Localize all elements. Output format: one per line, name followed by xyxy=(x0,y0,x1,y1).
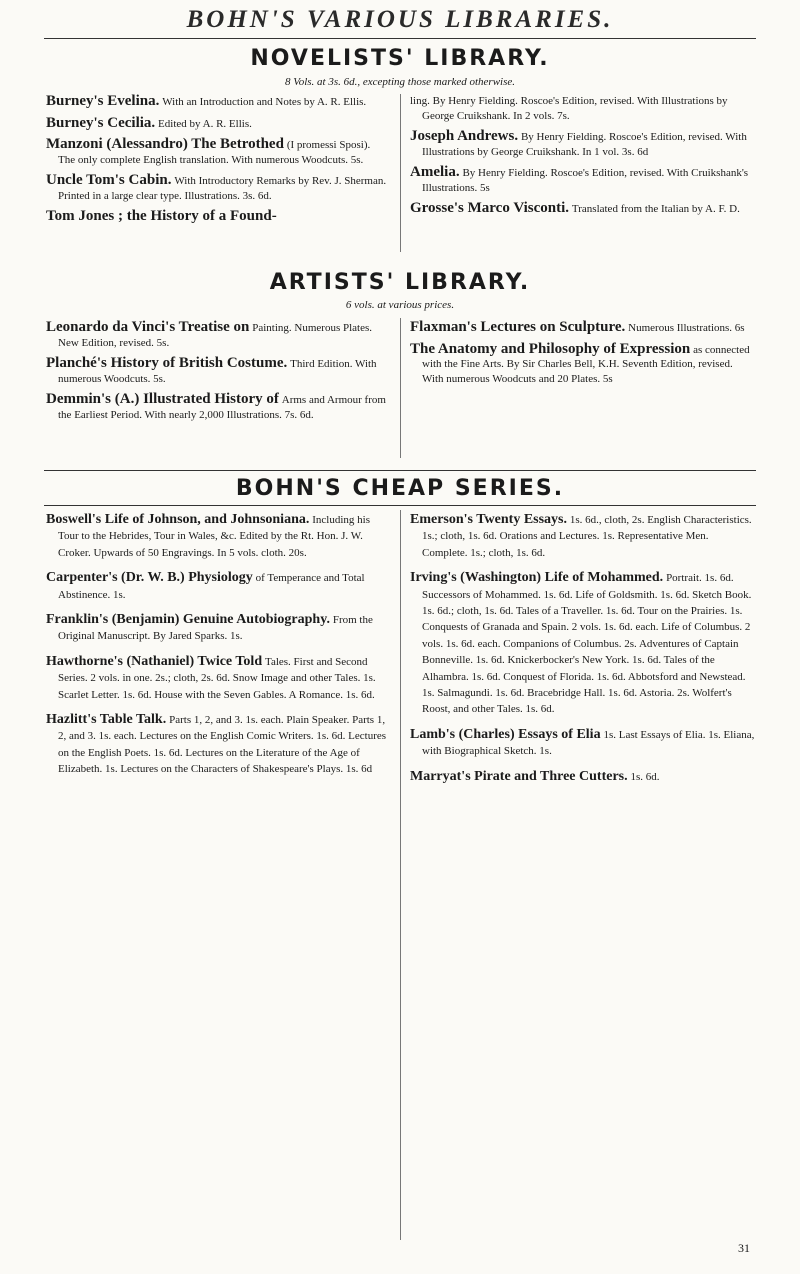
catalogue-entry xyxy=(46,512,389,561)
novelists-section-subtitle: 8 Vols. at 3s. 6d., excepting those marked otherwise. xyxy=(284,76,516,88)
catalogue-entry xyxy=(410,94,755,123)
entry-description: By Henry Fielding. Roscoe's Edition, revised. With Cruikshank's Illustrations. 5s xyxy=(422,167,749,194)
entry-description: 1s. 6d., cloth, 2s. English Characteristics. 1s.; cloth, 1s. 6d. Orations and Lectures. 1s. Representative Men. Complete. 1s.; cloth, 1s. 6d. xyxy=(422,514,752,559)
entry-title: Carpenter's (Dr. W. B.) Physiology xyxy=(46,570,253,586)
entry-description: Portrait. 1s. 6d. Successors of Mohammed. 1s. 6d. Life of Goldsmith. 1s. 6d. Sketch Book. 1s. 6d.; cloth, 1s. 6d. Tales of a Traveller. 1s. 6d. Tour on the Prairies. 1s. Conquests of Granada and Spain. 2 vols. 1s. 6d. each. Life of Columbus. 2 vols. 1s. 6d. each. Companions of Columbus. 2s. Adventures of Captain Bonneville. 1s. 6d. Knickerbocker's New York. 1s. 6d. Tales of the Alhambra. 1s. 6d. Conquest of Florida. 1s. 6d. Abbotsford and Newstead. 1s. Salmagundi. 1s. 6d. Bracebridge Hall. 1s. 6d. Astoria. 2s. Wolfert's Roost, and other Tales. 1s. 6d. xyxy=(422,572,752,716)
entry-description: Tales. First and Second Series. 2 vols. in one. 2s.; cloth, 2s. 6d. Snow Image and other Tales. 1s. Scarlet Letter. 1s. 6d. House with the Seven Gables. A Romance. 1s. 6d. xyxy=(58,655,376,701)
entry-title: Franklin's (Benjamin) Genuine Autobiography. xyxy=(46,612,330,628)
entry-description: Arms and Armour from the Earliest Period. With nearly 2,000 Illustrations. 7s. 6d. xyxy=(58,394,386,421)
entry-title: Grosse's Marco Visconti. xyxy=(410,200,570,216)
catalogue-entry xyxy=(410,201,755,217)
column-divider xyxy=(400,510,401,1240)
novelists-left-column xyxy=(46,94,389,231)
page-number: 31 xyxy=(738,1241,750,1255)
catalogue-entry xyxy=(410,342,755,387)
novelists-right-column xyxy=(410,94,755,223)
running-head: BOHN'S VARIOUS LIBRARIES. xyxy=(186,6,614,33)
entry-title: Burney's Evelina. xyxy=(46,93,160,109)
column-divider xyxy=(400,94,401,252)
entry-description: By Henry Fielding. Roscoe's Edition, revised. With Illustrations by George Cruikshank. In 1 vol. 3s. 6d xyxy=(422,131,747,158)
catalogue-entry xyxy=(46,209,389,225)
catalogue-entry xyxy=(46,712,389,778)
entry-description: Third Edition. With numerous Woodcuts. 5s. xyxy=(58,358,377,385)
entry-description: of Temperance and Total Abstinence. 1s. xyxy=(58,572,365,601)
artists-section-subtitle: 6 vols. at various prices. xyxy=(345,299,455,311)
catalogue-entry xyxy=(410,165,755,195)
entry-description: Translated from the Italian by A. F. D. xyxy=(571,203,740,215)
catalogue-entry xyxy=(46,116,389,132)
entry-title: Emerson's Twenty Essays. xyxy=(410,512,568,527)
entry-title: Manzoni (Alessandro) The Betrothed xyxy=(46,136,284,152)
catalogue-entry xyxy=(410,570,755,718)
catalogue-entry xyxy=(410,320,755,336)
catalogue-entry xyxy=(410,129,755,159)
artists-left-column xyxy=(46,320,389,428)
header-rule xyxy=(44,38,756,39)
entry-title: Tom Jones ; the History of a Found- xyxy=(46,208,277,224)
catalogue-entry xyxy=(46,137,389,167)
artists-right-column xyxy=(410,320,755,392)
catalogue-entry xyxy=(410,512,755,561)
catalogue-entry xyxy=(46,392,389,422)
entry-description: (I promessi Sposi). The only complete English translation. With numerous Woodcuts. 5s. xyxy=(58,139,371,166)
catalogue-entry xyxy=(46,612,389,645)
entry-title: The Anatomy and Philosophy of Expression xyxy=(410,340,691,357)
entry-description: Parts 1, 2, and 3. 1s. each. Plain Speaker. Parts 1, 2, and 3. 1s. each. Lectures on the English Comic Writers. 1s. 6d. Lectures on the English Poets. 1s. 6d. Lectures on the Literature of the Age of Elizabeth. 1s. Lectures on the Characters of Shakespeare's Plays. 1s. 6d xyxy=(58,714,387,776)
catalogue-entry xyxy=(410,769,755,785)
entry-description: Edited by A. R. Ellis. xyxy=(158,117,252,130)
entry-title: Burney's Cecilia. xyxy=(46,114,156,131)
entry-title: Hawthorne's (Nathaniel) Twice Told xyxy=(46,653,263,669)
novelists-section-title: NOVELISTS' LIBRARY. xyxy=(250,46,550,71)
catalogue-entry xyxy=(46,320,389,350)
entry-description: From the Original Manuscript. By Jared Sparks. 1s. xyxy=(58,614,373,643)
entry-description: 1s. 6d. xyxy=(630,770,660,783)
entry-title: Hazlitt's Table Talk. xyxy=(46,712,167,728)
entry-title: Flaxman's Lectures on Sculpture. xyxy=(410,319,626,335)
entry-description: ling. By Henry Fielding. Roscoe's Edition, revised. With Illustrations by George Cruikshank. In 2 vols. 7s. xyxy=(410,95,728,122)
entry-title: Uncle Tom's Cabin. xyxy=(46,172,172,188)
entry-description: With an Introduction and Notes by A. R. Ellis. xyxy=(162,96,367,108)
entry-title: Demmin's (A.) Illustrated History of xyxy=(46,391,279,407)
entry-title: Joseph Andrews. xyxy=(410,128,519,144)
entry-title: Marryat's Pirate and Three Cutters. xyxy=(410,768,628,784)
catalogue-entry xyxy=(46,570,389,603)
entry-description: Including his Tour to the Hebrides, Tour in Wales, &c. Edited by the Rt. Hon. J. W. Croker. Upwards of 50 Engravings. In 5 vols. cloth. 20s. xyxy=(58,514,370,559)
entry-description: Numerous Illustrations. 6s xyxy=(628,322,745,334)
artists-section-title: ARTISTS' LIBRARY. xyxy=(269,270,531,295)
entry-title: Amelia. xyxy=(410,164,460,180)
entry-description: With Introductory Remarks by Rev. J. Sherman. Printed in a large clear type. Illustrations. 3s. 6d. xyxy=(58,175,387,202)
entry-title: Boswell's Life of Johnson, and Johnsoniana. xyxy=(46,512,310,527)
section-rule xyxy=(44,470,756,471)
cheap-right-column xyxy=(410,512,755,794)
entry-title: Leonardo da Vinci's Treatise on xyxy=(46,319,250,335)
catalogue-entry xyxy=(46,94,389,110)
entry-description: 1s. Last Essays of Elia. 1s. Eliana, with Biographical Sketch. 1s. xyxy=(422,728,755,758)
entry-description: as connected with the Fine Arts. By Sir Charles Bell, K.H. Seventh Edition, revised. With numerous Woodcuts and 20 Plates. 5s xyxy=(422,343,750,385)
section-rule xyxy=(44,505,756,506)
entry-description: Painting. Numerous Plates. New Edition, revised. 5s. xyxy=(58,322,373,349)
catalogue-entry xyxy=(46,173,389,203)
catalogue-entry xyxy=(46,654,389,703)
cheap-left-column xyxy=(46,512,389,787)
cheap-section-title: BOHN'S CHEAP SERIES. xyxy=(235,476,565,501)
entry-title: Irving's (Washington) Life of Mohammed. xyxy=(410,570,664,586)
entry-title: Planché's History of British Costume. xyxy=(46,355,288,371)
catalogue-entry xyxy=(46,356,389,386)
entry-title: Lamb's (Charles) Essays of Elia xyxy=(410,726,601,742)
catalogue-entry xyxy=(410,727,755,760)
column-divider xyxy=(400,318,401,458)
